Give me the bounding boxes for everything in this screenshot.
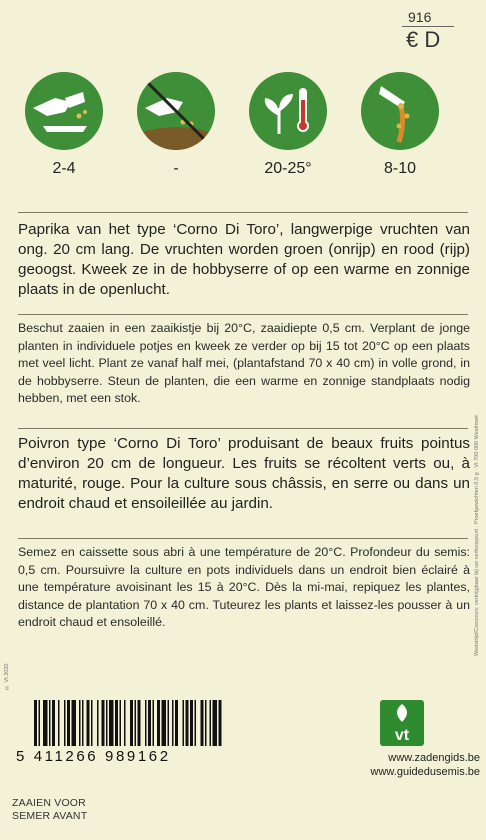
vt-logo: [380, 700, 424, 746]
barcode-bar: [82, 700, 84, 746]
divider: [18, 212, 468, 213]
no-direct-sow-icon: [137, 72, 215, 150]
barcode-bar: [210, 700, 212, 746]
icon-column-germination: [348, 72, 452, 180]
icon-column-sowing: [12, 72, 116, 180]
side-copyright: © Vt 2020: [4, 663, 10, 690]
barcode-bar: [109, 700, 114, 746]
dutch-description: Paprika van het type ‘Corno Di Toro’, langwerpige vruchten van ong. 20 cm lang. De vruchten worden groen (onrijp) en rood (rijp) geoogst. Kweek ze in de hobbyserre of op een warme en zonnige plaats in de openlucht.: [18, 221, 470, 298]
barcode-bar: [201, 700, 204, 746]
barcode-bar: [186, 700, 189, 746]
barcode-bar: [49, 700, 51, 746]
barcode: [16, 700, 316, 780]
barcode-bar: [91, 700, 93, 746]
barcode-bar: [190, 700, 193, 746]
barcode-bar: [87, 700, 90, 746]
barcode-bar: [39, 700, 41, 746]
barcode-bar: [219, 700, 222, 746]
barcode-bar: [115, 700, 118, 746]
barcode-bar: [135, 700, 137, 746]
french-instructions: Semez en caissette sous abri à une température de 20°C. Profondeur du semis: 0,5 cm. Poursuivre la culture en pots individuels dans un endroit bien éclairé à une température avoisinant les 15 à 20°C. Dès la mi-mai, repiquez les plantes, distance de plantation 70 x 40 cm. Tuteurez les plants et laissez-les pousser à un endroit chaud et ensoleillé.: [18, 545, 470, 629]
cultivation-icons: [12, 72, 452, 202]
dutch-instructions: Beschut zaaien in een zaaikistje bij 20°C, zaaidiepte 0,5 cm. Verplant de jonge planten in individuele potjes en kweek ze verder op bij 15 tot 20°C op een plaats met veel licht. Plant ze vanaf half mei, (plantafstand 70 x 40 cm) in volle grond, in de hobbyserre. Steun de planten, die een warme en zonnige standplaats nodig hebben, met een stok.: [18, 321, 470, 405]
barcode-bar: [120, 700, 122, 746]
barcode-bar: [162, 700, 167, 746]
logo-text: vt: [394, 727, 410, 744]
barcode-bar: [124, 700, 126, 746]
icon-label-germination: 8-10: [383, 160, 417, 177]
barcode-bar: [213, 700, 218, 746]
product-code: [402, 8, 454, 53]
barcode-bar: [130, 700, 133, 746]
url-nl[interactable]: www.zadengids.be: [388, 752, 480, 764]
barcode-bar: [52, 700, 55, 746]
barcode-bars: [16, 700, 316, 746]
barcode-bar: [79, 700, 81, 746]
divider: [18, 428, 468, 429]
icon-column-temperature: [236, 72, 340, 180]
barcode-bar: [106, 700, 108, 746]
germination-sprout-icon: [361, 72, 439, 150]
barcode-bar: [172, 700, 174, 746]
barcode-bar: [102, 700, 105, 746]
barcode-bar: [58, 700, 60, 746]
barcode-number: 5 411266 989162: [16, 748, 171, 765]
footer-sow-before-nl: ZAAIEN VOOR: [12, 797, 86, 809]
product-number: 916: [402, 8, 454, 27]
barcode-bar: [72, 700, 77, 746]
barcode-bar: [183, 700, 185, 746]
barcode-bar: [97, 700, 99, 746]
french-description: Poivron type ‘Corno Di Toro’ produisant de beaux fruits pointus d’environ 20 cm de longueur. Les fruits se récoltent verts ou, à maturité, rouge. Pour la culture sous châssis, en serre ou dans un endroit chaud et ensoileillée au jardin.: [18, 435, 470, 512]
price-letter: € D: [406, 27, 441, 52]
barcode-bar: [153, 700, 155, 746]
barcode-bar: [205, 700, 207, 746]
barcode-bar: [157, 700, 160, 746]
icon-label-temperature: 20-25°: [264, 160, 312, 177]
barcode-bar: [67, 700, 70, 746]
icon-label-no-direct-sow: -: [173, 160, 179, 177]
sowing-tray-icon: [25, 72, 103, 150]
barcode-bar: [168, 700, 170, 746]
url-fr[interactable]: www.guidedusemis.be: [370, 766, 480, 778]
barcode-bar: [145, 700, 147, 746]
barcode-bar: [34, 700, 37, 746]
barcode-bar: [64, 700, 66, 746]
barcode-bar: [148, 700, 151, 746]
barcode-bar: [195, 700, 197, 746]
barcode-bar: [43, 700, 48, 746]
side-fine-print: Wedstrijd/Concours: verkrijgbaar bij uw verkooppunt · Proefgewichten 0,5 g · Vt 700 009 Westhoek: [474, 414, 480, 656]
divider: [18, 314, 468, 315]
barcode-bar: [175, 700, 178, 746]
seedling-thermometer-icon: [249, 72, 327, 150]
icon-column-no-direct-sow: [124, 72, 228, 180]
divider: [18, 538, 468, 539]
icon-label-sowing: 2-4: [52, 160, 76, 177]
barcode-bar: [138, 700, 141, 746]
footer-sow-before-fr: SEMER AVANT: [12, 810, 88, 822]
